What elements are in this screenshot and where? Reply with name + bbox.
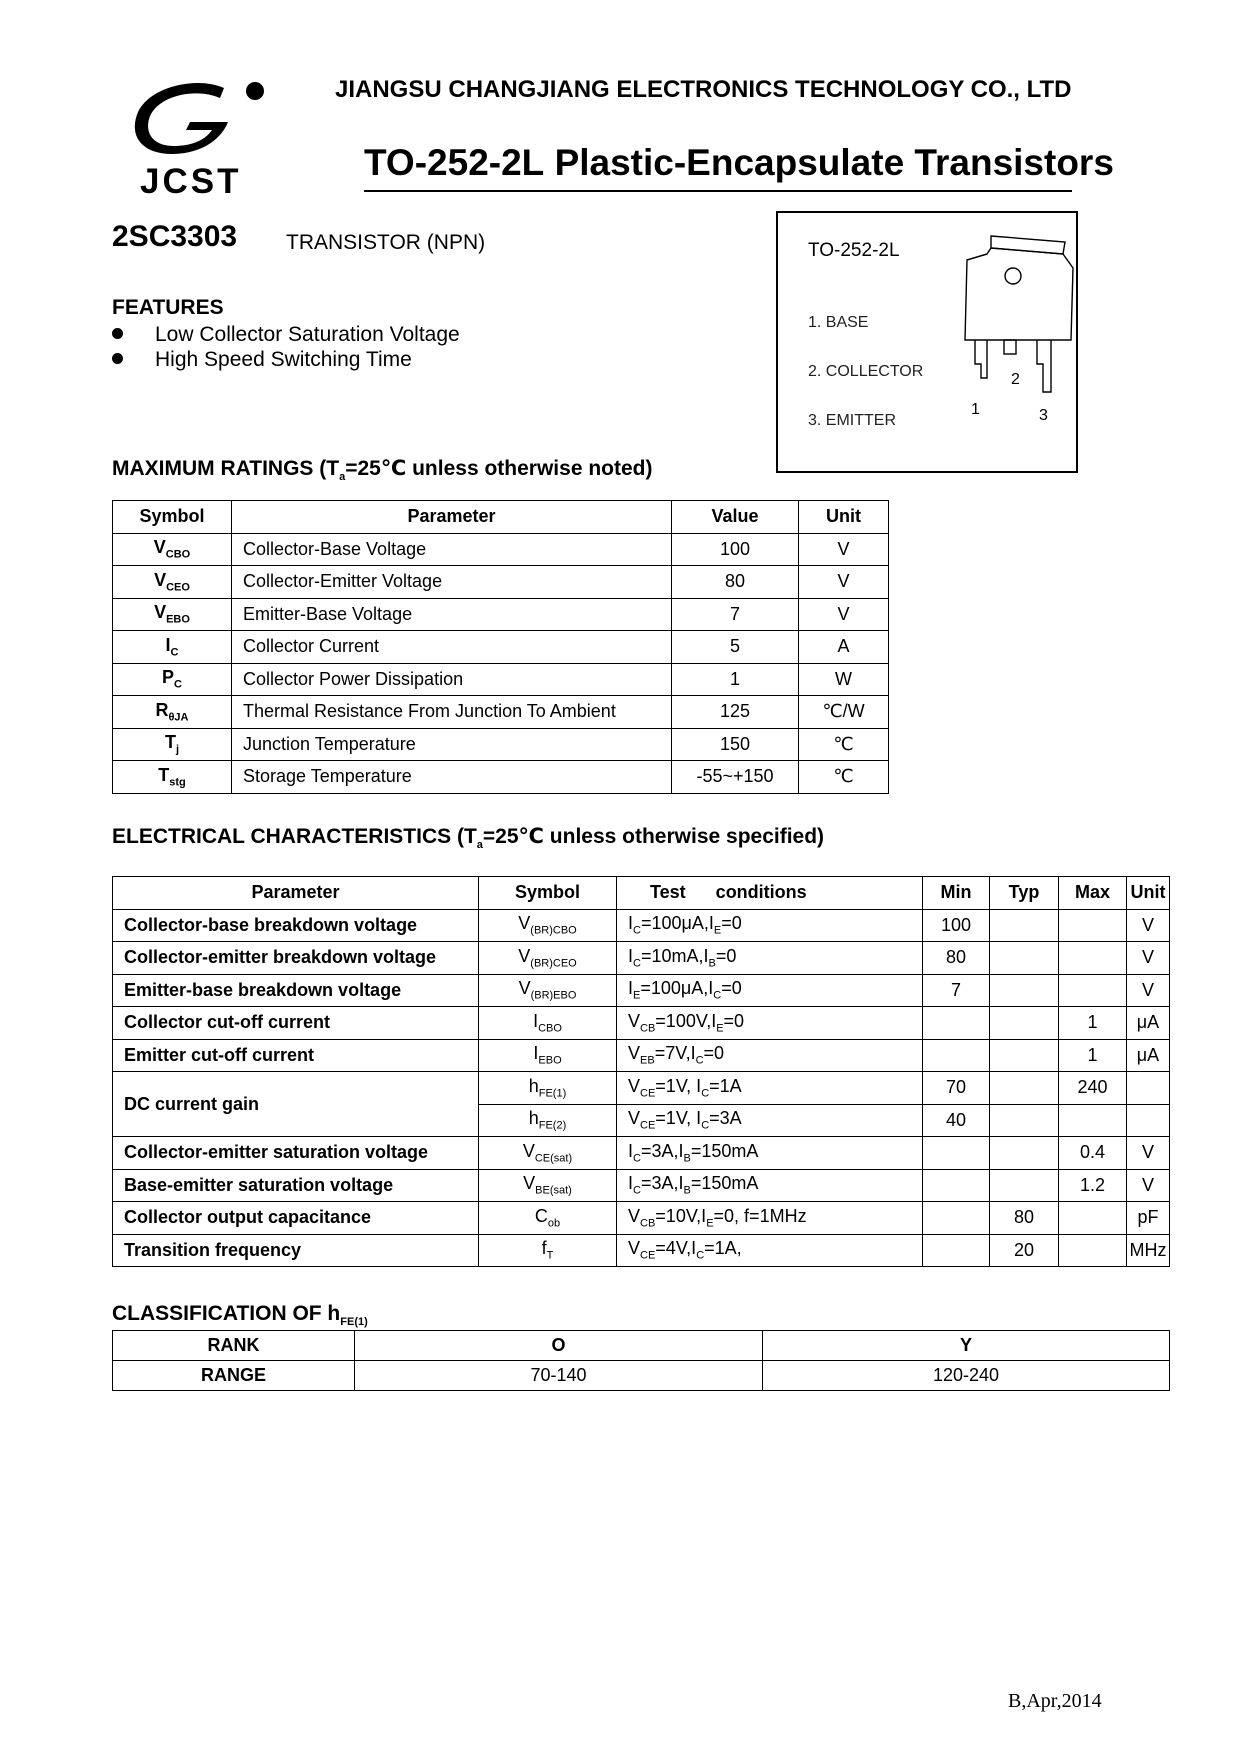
parameter-cell: Emitter-base breakdown voltage xyxy=(113,974,479,1007)
column-header: Symbol xyxy=(113,501,232,534)
typ-cell xyxy=(990,1137,1059,1170)
range-value: 70-140 xyxy=(355,1361,763,1391)
logo-text: JCST xyxy=(140,162,242,200)
table-row xyxy=(113,1137,1170,1170)
parameter-cell: Collector cut-off current xyxy=(113,1007,479,1040)
column-header: Max xyxy=(1059,877,1127,910)
max-cell: 1 xyxy=(1059,1039,1127,1072)
value-cell: 7 xyxy=(672,598,799,631)
condition-cell: $V_{CE}=1V$, $I_C=3A$ xyxy=(617,1104,923,1137)
parameter-cell: DC current gain xyxy=(113,1072,479,1137)
symbol-cell: $f_T$ xyxy=(479,1234,617,1267)
min-cell: 40 xyxy=(923,1104,990,1137)
table-row xyxy=(113,909,1170,942)
typ-cell xyxy=(990,1007,1059,1040)
symbol-cell: $V_{BE(sat)}$ xyxy=(479,1169,617,1202)
pin-number-2: 2 xyxy=(1011,371,1020,388)
condition-cell: $I_C=100\mu A,I_E=0$ xyxy=(617,909,923,942)
parameter-cell: Collector output capacitance xyxy=(113,1202,479,1235)
typ-cell xyxy=(990,942,1059,975)
min-cell xyxy=(923,1169,990,1202)
typ-cell xyxy=(990,1039,1059,1072)
min-cell: 7 xyxy=(923,974,990,1007)
pin-label-collector: 2. COLLECTOR xyxy=(808,363,924,380)
unit-cell: MHz xyxy=(1127,1234,1170,1267)
min-cell xyxy=(923,1202,990,1235)
typ-cell: 80 xyxy=(990,1202,1059,1235)
package-name: TO-252-2L xyxy=(808,240,900,261)
pin-number-1: 1 xyxy=(971,401,980,418)
min-cell: 70 xyxy=(923,1072,990,1105)
max-cell xyxy=(1059,1234,1127,1267)
table-row xyxy=(113,598,889,631)
table-row xyxy=(113,1072,1170,1105)
max-cell: 1.2 xyxy=(1059,1169,1127,1202)
unit-cell: ℃ xyxy=(799,728,889,761)
value-cell: 1 xyxy=(672,663,799,696)
parameter-cell: Collector-base breakdown voltage xyxy=(113,909,479,942)
symbol-cell: $R_{\theta JA}$ xyxy=(113,696,232,729)
max-cell: 1 xyxy=(1059,1007,1127,1040)
symbol-cell: $V_{CE(sat)}$ xyxy=(479,1137,617,1170)
table-row xyxy=(113,566,889,599)
min-cell: 80 xyxy=(923,942,990,975)
rank-value: Y xyxy=(763,1331,1170,1361)
unit-cell: A xyxy=(799,631,889,664)
condition-cell: $V_{CE}=4V,I_C=1A$, xyxy=(617,1234,923,1267)
symbol-cell: $V_{CEO}$ xyxy=(113,566,232,599)
unit-cell: V xyxy=(1127,1169,1170,1202)
table-row xyxy=(113,1331,1170,1361)
symbol-cell: $C_{ob}$ xyxy=(479,1202,617,1235)
unit-cell: V xyxy=(1127,909,1170,942)
column-header: Unit xyxy=(799,501,889,534)
column-header: Symbol xyxy=(479,877,617,910)
typ-cell xyxy=(990,1104,1059,1137)
parameter-cell: Collector-Base Voltage xyxy=(232,533,672,566)
symbol-cell: $V_{(BR)CEO}$ xyxy=(479,942,617,975)
parameter-cell: Emitter cut-off current xyxy=(113,1039,479,1072)
part-type: TRANSISTOR (NPN) xyxy=(286,231,486,254)
column-header: Typ xyxy=(990,877,1059,910)
electrical-table xyxy=(112,876,1170,1267)
parameter-cell: Junction Temperature xyxy=(232,728,672,761)
typ-cell: 20 xyxy=(990,1234,1059,1267)
table-row xyxy=(113,1007,1170,1040)
value-cell: 100 xyxy=(672,533,799,566)
min-cell xyxy=(923,1039,990,1072)
classification-heading: CLASSIFICATION OF $h_{FE(1)}$ xyxy=(112,1302,368,1329)
value-cell: 125 xyxy=(672,696,799,729)
table-row xyxy=(113,942,1170,975)
feature-item: High Speed Switching Time xyxy=(112,348,412,372)
feature-item: Low Collector Saturation Voltage xyxy=(112,323,460,347)
unit-cell xyxy=(1127,1072,1170,1105)
symbol-cell: $h_{FE(2)}$ xyxy=(479,1104,617,1137)
condition-cell: $V_{EB}=7V,I_C=0$ xyxy=(617,1039,923,1072)
condition-cell: $V_{CB}=100V,I_E=0$ xyxy=(617,1007,923,1040)
min-cell: 100 xyxy=(923,909,990,942)
symbol-cell: $V_{(BR)EBO}$ xyxy=(479,974,617,1007)
max-cell xyxy=(1059,909,1127,942)
rank-label: RANK xyxy=(113,1331,355,1361)
symbol-cell: $h_{FE(1)}$ xyxy=(479,1072,617,1105)
unit-cell: V xyxy=(799,533,889,566)
min-cell xyxy=(923,1234,990,1267)
symbol-cell: $I_{CBO}$ xyxy=(479,1007,617,1040)
typ-cell xyxy=(990,1072,1059,1105)
parameter-cell: Collector Power Dissipation xyxy=(232,663,672,696)
range-value: 120-240 xyxy=(763,1361,1170,1391)
table-row xyxy=(113,761,889,794)
column-header: Test conditions xyxy=(617,877,923,910)
unit-cell: ℃/W xyxy=(799,696,889,729)
title-package: TO-252-2L xyxy=(364,142,545,183)
unit-cell: μA xyxy=(1127,1039,1170,1072)
table-row xyxy=(113,631,889,664)
features-heading: FEATURES xyxy=(112,296,224,319)
title-underline xyxy=(364,190,1072,192)
title-rest: Plastic-Encapsulate Transistors xyxy=(554,142,1114,183)
condition-cell: $I_C=3A,I_B=150mA$ xyxy=(617,1137,923,1170)
symbol-cell: $P_C$ xyxy=(113,663,232,696)
unit-cell: V xyxy=(1127,942,1170,975)
pin-label-emitter: 3. EMITTER xyxy=(808,412,897,429)
max-cell: 0.4 xyxy=(1059,1137,1127,1170)
max-cell xyxy=(1059,942,1127,975)
document-title xyxy=(364,142,1114,184)
parameter-cell: Transition frequency xyxy=(113,1234,479,1267)
parameter-cell: Base-emitter saturation voltage xyxy=(113,1169,479,1202)
unit-cell xyxy=(1127,1104,1170,1137)
unit-cell: μA xyxy=(1127,1007,1170,1040)
unit-cell: V xyxy=(799,598,889,631)
unit-cell: pF xyxy=(1127,1202,1170,1235)
condition-cell: $V_{CB}=10V,I_E=0$, f=1MHz xyxy=(617,1202,923,1235)
table-header-row xyxy=(113,501,889,534)
condition-cell: $V_{CE}=1V$, $I_C=1A$ xyxy=(617,1072,923,1105)
typ-cell xyxy=(990,974,1059,1007)
range-label: RANGE xyxy=(113,1361,355,1391)
max-cell xyxy=(1059,1202,1127,1235)
parameter-cell: Collector-emitter breakdown voltage xyxy=(113,942,479,975)
symbol-cell: $I_{EBO}$ xyxy=(479,1039,617,1072)
parameter-cell: Collector Current xyxy=(232,631,672,664)
value-cell: -55~+150 xyxy=(672,761,799,794)
unit-cell: V xyxy=(799,566,889,599)
symbol-cell: $T_j$ xyxy=(113,728,232,761)
min-cell xyxy=(923,1137,990,1170)
table-row xyxy=(113,663,889,696)
typ-cell xyxy=(990,1169,1059,1202)
parameter-cell: Storage Temperature xyxy=(232,761,672,794)
table-row xyxy=(113,1202,1170,1235)
bullet-icon xyxy=(112,353,123,364)
unit-cell: W xyxy=(799,663,889,696)
max-ratings-table xyxy=(112,500,889,794)
condition-cell: $I_C=3A,I_B=150mA$ xyxy=(617,1169,923,1202)
typ-cell xyxy=(990,909,1059,942)
classification-table xyxy=(112,1330,1170,1391)
symbol-cell: $T_{stg}$ xyxy=(113,761,232,794)
table-header-row xyxy=(113,877,1170,910)
max-ratings-heading: MAXIMUM RATINGS ($T_a=25℃$ unless otherwise noted) xyxy=(112,457,653,484)
package-drawing-icon xyxy=(955,228,1080,428)
symbol-cell: $I_C$ xyxy=(113,631,232,664)
value-cell: 80 xyxy=(672,566,799,599)
bullet-icon xyxy=(112,328,123,339)
table-row xyxy=(113,728,889,761)
company-name: JIANGSU CHANGJIANG ELECTRONICS TECHNOLOGY CO., LTD xyxy=(335,76,1072,103)
value-cell: 5 xyxy=(672,631,799,664)
unit-cell: ℃ xyxy=(799,761,889,794)
revision-date: B,Apr,2014 xyxy=(1008,1690,1102,1712)
min-cell xyxy=(923,1007,990,1040)
value-cell: 150 xyxy=(672,728,799,761)
max-cell: 240 xyxy=(1059,1072,1127,1105)
pin-number-3: 3 xyxy=(1039,407,1048,424)
table-row xyxy=(113,974,1170,1007)
condition-cell: $I_C=10mA,I_B=0$ xyxy=(617,942,923,975)
parameter-cell: Thermal Resistance From Junction To Ambient xyxy=(232,696,672,729)
rank-value: O xyxy=(355,1331,763,1361)
column-header: Value xyxy=(672,501,799,534)
table-row xyxy=(113,1234,1170,1267)
part-number: 2SC3303 xyxy=(112,220,238,253)
symbol-cell: $V_{(BR)CBO}$ xyxy=(479,909,617,942)
column-header: Min xyxy=(923,877,990,910)
table-row xyxy=(113,1039,1170,1072)
table-row xyxy=(113,696,889,729)
symbol-cell: $V_{CBO}$ xyxy=(113,533,232,566)
electrical-heading: ELECTRICAL CHARACTERISTICS ($T_a=25℃$ unless otherwise specified) xyxy=(112,825,825,852)
unit-cell: V xyxy=(1127,1137,1170,1170)
column-header: Parameter xyxy=(232,501,672,534)
parameter-cell: Emitter-Base Voltage xyxy=(232,598,672,631)
column-header: Parameter xyxy=(113,877,479,910)
symbol-cell: $V_{EBO}$ xyxy=(113,598,232,631)
condition-cell: $I_E=100\mu A,I_C=0$ xyxy=(617,974,923,1007)
parameter-cell: Collector-Emitter Voltage xyxy=(232,566,672,599)
parameter-cell: Collector-emitter saturation voltage xyxy=(113,1137,479,1170)
max-cell xyxy=(1059,974,1127,1007)
jcst-logo xyxy=(128,78,268,200)
unit-cell: V xyxy=(1127,974,1170,1007)
max-cell xyxy=(1059,1104,1127,1137)
column-header: Unit xyxy=(1127,877,1170,910)
table-row xyxy=(113,533,889,566)
pin-label-base: 1. BASE xyxy=(808,314,869,331)
table-row xyxy=(113,1361,1170,1391)
table-row xyxy=(113,1169,1170,1202)
